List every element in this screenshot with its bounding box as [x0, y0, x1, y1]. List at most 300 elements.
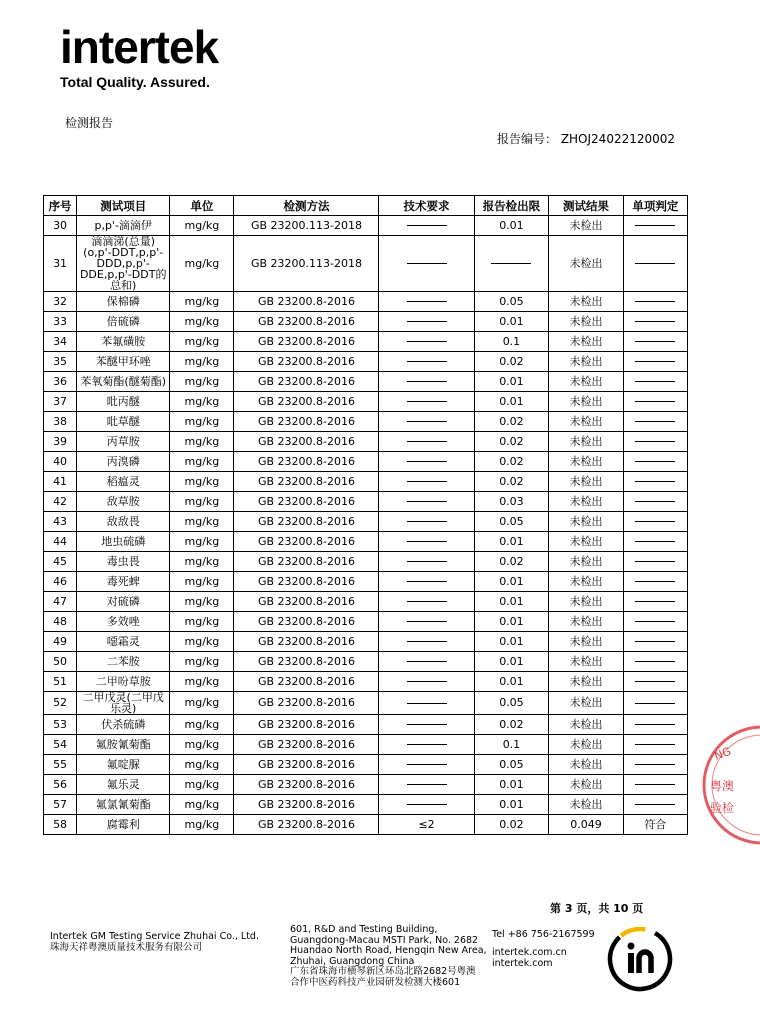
cell-requirement — [379, 492, 474, 512]
cell-judgement — [623, 412, 687, 432]
cell-result: 未检出 — [549, 795, 624, 815]
cell-unit: mg/kg — [170, 512, 234, 532]
cell-no: 41 — [44, 472, 77, 492]
dash-placeholder — [407, 703, 447, 704]
cell-no: 52 — [44, 692, 77, 715]
cell-method: GB 23200.8-2016 — [234, 312, 379, 332]
cell-no: 39 — [44, 432, 77, 452]
cell-requirement — [379, 392, 474, 412]
cell-detection-limit: 0.02 — [474, 412, 549, 432]
cell-no: 40 — [44, 452, 77, 472]
cell-judgement — [623, 492, 687, 512]
cell-method: GB 23200.8-2016 — [234, 672, 379, 692]
table-row — [44, 815, 688, 835]
cell-unit: mg/kg — [170, 755, 234, 775]
cell-detection-limit: 0.05 — [474, 512, 549, 532]
cell-method: GB 23200.8-2016 — [234, 372, 379, 392]
dash-placeholder — [635, 764, 675, 765]
cell-method: GB 23200.8-2016 — [234, 512, 379, 532]
cell-result: 未检出 — [549, 512, 624, 532]
header-requirement: 技术要求 — [379, 196, 474, 216]
cell-no: 31 — [44, 236, 77, 292]
header-item: 测试项目 — [77, 196, 170, 216]
cell-result: 未检出 — [549, 236, 624, 292]
cell-requirement — [379, 692, 474, 715]
cell-result: 未检出 — [549, 692, 624, 715]
cell-method: GB 23200.8-2016 — [234, 632, 379, 652]
cell-no: 38 — [44, 412, 77, 432]
cell-no: 49 — [44, 632, 77, 652]
cell-item: 保棉磷 — [77, 292, 170, 312]
cell-detection-limit — [474, 236, 549, 292]
cell-judgement — [623, 452, 687, 472]
cell-detection-limit: 0.1 — [474, 735, 549, 755]
cell-item: 氟乐灵 — [77, 775, 170, 795]
cell-judgement — [623, 432, 687, 452]
cell-judgement — [623, 216, 687, 236]
cell-no: 50 — [44, 652, 77, 672]
cell-item: 稻瘟灵 — [77, 472, 170, 492]
cell-detection-limit: 0.02 — [474, 452, 549, 472]
header-judgement: 单项判定 — [623, 196, 687, 216]
cell-requirement — [379, 795, 474, 815]
dash-placeholder — [407, 784, 447, 785]
dash-placeholder — [407, 581, 447, 582]
table-row — [44, 512, 688, 532]
table-row — [44, 735, 688, 755]
address-line: 601, R&D and Testing Building, — [290, 924, 438, 935]
cell-judgement — [623, 572, 687, 592]
cell-no: 42 — [44, 492, 77, 512]
table-row — [44, 452, 688, 472]
cell-no: 55 — [44, 755, 77, 775]
dash-placeholder — [407, 724, 447, 725]
cell-result: 未检出 — [549, 472, 624, 492]
cell-method: GB 23200.8-2016 — [234, 815, 379, 835]
table-row — [44, 632, 688, 652]
cell-judgement — [623, 392, 687, 412]
cell-result: 未检出 — [549, 216, 624, 236]
cell-detection-limit: 0.01 — [474, 592, 549, 612]
cell-unit: mg/kg — [170, 236, 234, 292]
page-number: 第 3 页，共 10 页 — [550, 902, 644, 915]
website-cn: intertek.com.cn — [492, 947, 567, 958]
dash-placeholder — [407, 521, 447, 522]
table-row — [44, 412, 688, 432]
cell-detection-limit: 0.01 — [474, 372, 549, 392]
cell-no: 51 — [44, 672, 77, 692]
dash-placeholder — [407, 601, 447, 602]
cell-result: 未检出 — [549, 612, 624, 632]
cell-judgement — [623, 552, 687, 572]
cell-result: 未检出 — [549, 775, 624, 795]
table-row — [44, 775, 688, 795]
cell-unit: mg/kg — [170, 552, 234, 572]
dash-placeholder — [635, 441, 675, 442]
cell-judgement — [623, 352, 687, 372]
dash-placeholder — [635, 501, 675, 502]
cell-detection-limit: 0.01 — [474, 795, 549, 815]
cell-judgement — [623, 472, 687, 492]
cell-requirement — [379, 352, 474, 372]
cell-detection-limit: 0.01 — [474, 392, 549, 412]
cell-method: GB 23200.8-2016 — [234, 692, 379, 715]
cell-result: 未检出 — [549, 715, 624, 735]
cell-result: 未检出 — [549, 452, 624, 472]
cell-item: 苯醚甲环唑 — [77, 352, 170, 372]
dash-placeholder — [407, 641, 447, 642]
cell-requirement — [379, 572, 474, 592]
dash-placeholder — [635, 581, 675, 582]
cell-detection-limit: 0.01 — [474, 216, 549, 236]
cell-result: 未检出 — [549, 312, 624, 332]
cell-method: GB 23200.8-2016 — [234, 775, 379, 795]
cell-unit: mg/kg — [170, 372, 234, 392]
cell-judgement — [623, 795, 687, 815]
cell-unit: mg/kg — [170, 692, 234, 715]
cell-detection-limit: 0.01 — [474, 532, 549, 552]
cell-unit: mg/kg — [170, 392, 234, 412]
dash-placeholder — [635, 784, 675, 785]
table-row — [44, 432, 688, 452]
header-detection-limit: 报告检出限 — [474, 196, 549, 216]
cell-requirement — [379, 216, 474, 236]
cell-item: 丙草胺 — [77, 432, 170, 452]
cell-no: 34 — [44, 332, 77, 352]
cell-no: 47 — [44, 592, 77, 612]
table-row — [44, 292, 688, 312]
cell-item: 二甲戊灵(二甲戊乐灵) — [77, 692, 170, 715]
results-table — [43, 195, 688, 835]
cell-unit: mg/kg — [170, 412, 234, 432]
header-no: 序号 — [44, 196, 77, 216]
cell-item: 毒虫畏 — [77, 552, 170, 572]
table-row — [44, 372, 688, 392]
header-result: 测试结果 — [549, 196, 624, 216]
dash-placeholder — [635, 361, 675, 362]
cell-item: 氟胺氰菊酯 — [77, 735, 170, 755]
cell-detection-limit: 0.05 — [474, 692, 549, 715]
cell-no: 35 — [44, 352, 77, 372]
dash-placeholder — [407, 441, 447, 442]
cell-unit: mg/kg — [170, 532, 234, 552]
cell-requirement — [379, 532, 474, 552]
logo-wordmark: intertek — [60, 21, 219, 73]
cell-no: 48 — [44, 612, 77, 632]
cell-item: 敌敌畏 — [77, 512, 170, 532]
cell-unit: mg/kg — [170, 715, 234, 735]
dash-placeholder — [407, 661, 447, 662]
intertek-badge-icon — [607, 926, 673, 996]
cell-no: 37 — [44, 392, 77, 412]
table-row — [44, 312, 688, 332]
cell-detection-limit: 0.02 — [474, 352, 549, 372]
cell-result: 未检出 — [549, 652, 624, 672]
cell-result: 未检出 — [549, 592, 624, 612]
cell-item: 氟氯氰菊酯 — [77, 795, 170, 815]
footer-company — [50, 931, 259, 953]
cell-item: 倍硫磷 — [77, 312, 170, 332]
dash-placeholder — [407, 421, 447, 422]
cell-result: 0.049 — [549, 815, 624, 835]
cell-result: 未检出 — [549, 432, 624, 452]
cell-item: 多效唑 — [77, 612, 170, 632]
cell-item: 吡丙醚 — [77, 392, 170, 412]
cell-item: 噁霜灵 — [77, 632, 170, 652]
document-title: 检测报告 — [65, 116, 114, 130]
cell-requirement — [379, 432, 474, 452]
cell-result: 未检出 — [549, 372, 624, 392]
dash-placeholder — [635, 301, 675, 302]
cell-requirement — [379, 672, 474, 692]
table-row — [44, 552, 688, 572]
cell-no: 45 — [44, 552, 77, 572]
cell-no: 58 — [44, 815, 77, 835]
cell-result: 未检出 — [549, 392, 624, 412]
cell-item: 腐霉利 — [77, 815, 170, 835]
cell-detection-limit: 0.01 — [474, 572, 549, 592]
table-row — [44, 795, 688, 815]
cell-detection-limit: 0.05 — [474, 755, 549, 775]
cell-unit: mg/kg — [170, 312, 234, 332]
logo-tagline: Total Quality. Assured. — [60, 74, 210, 90]
cell-method: GB 23200.8-2016 — [234, 352, 379, 372]
cell-unit: mg/kg — [170, 452, 234, 472]
table-row — [44, 492, 688, 512]
dash-placeholder — [407, 481, 447, 482]
footer-address — [290, 925, 487, 988]
cell-unit: mg/kg — [170, 632, 234, 652]
cell-judgement — [623, 672, 687, 692]
cell-method: GB 23200.8-2016 — [234, 292, 379, 312]
dash-placeholder — [635, 541, 675, 542]
table-row — [44, 572, 688, 592]
svg-text:验检: 验检 — [710, 801, 735, 815]
cell-unit: mg/kg — [170, 472, 234, 492]
cell-method: GB 23200.8-2016 — [234, 715, 379, 735]
header-method: 检测方法 — [234, 196, 379, 216]
cell-requirement: ≤2 — [379, 815, 474, 835]
dash-placeholder — [635, 621, 675, 622]
dash-placeholder — [635, 744, 675, 745]
dash-placeholder — [635, 481, 675, 482]
company-name-cn: 珠海天祥粤澳质量技术服务有限公司 — [50, 942, 203, 953]
address-line: 合作中医药科技产业园研发检测大楼601 — [290, 976, 461, 988]
cell-method: GB 23200.8-2016 — [234, 592, 379, 612]
cell-item: 丙溴磷 — [77, 452, 170, 472]
table-row — [44, 755, 688, 775]
cell-unit: mg/kg — [170, 572, 234, 592]
cell-item: 吡草醚 — [77, 412, 170, 432]
cell-judgement — [623, 236, 687, 292]
cell-no: 43 — [44, 512, 77, 532]
cell-no: 30 — [44, 216, 77, 236]
cell-judgement — [623, 735, 687, 755]
cell-judgement — [623, 532, 687, 552]
cell-unit: mg/kg — [170, 612, 234, 632]
table-body — [44, 216, 688, 835]
header-unit: 单位 — [170, 196, 234, 216]
cell-unit: mg/kg — [170, 592, 234, 612]
cell-result: 未检出 — [549, 532, 624, 552]
cell-method: GB 23200.8-2016 — [234, 755, 379, 775]
cell-detection-limit: 0.01 — [474, 612, 549, 632]
dash-placeholder — [635, 381, 675, 382]
cell-requirement — [379, 512, 474, 532]
dash-placeholder — [407, 681, 447, 682]
cell-item: 伏杀硫磷 — [77, 715, 170, 735]
cell-method: GB 23200.113-2018 — [234, 236, 379, 292]
cell-judgement — [623, 512, 687, 532]
cell-judgement — [623, 652, 687, 672]
dash-placeholder — [407, 381, 447, 382]
address-line: Zhuhai, Guangdong China — [290, 955, 415, 967]
dash-placeholder — [635, 263, 675, 264]
cell-unit: mg/kg — [170, 815, 234, 835]
dash-placeholder — [635, 461, 675, 462]
cell-item: p,p'-滴滴伊 — [77, 216, 170, 236]
table-row — [44, 715, 688, 735]
dash-placeholder — [407, 501, 447, 502]
dash-placeholder — [635, 521, 675, 522]
cell-item: 二甲吩草胺 — [77, 672, 170, 692]
cell-item: 敌草胺 — [77, 492, 170, 512]
cell-method: GB 23200.8-2016 — [234, 432, 379, 452]
table-row — [44, 236, 688, 292]
website: intertek.com — [492, 958, 553, 969]
dash-placeholder — [407, 621, 447, 622]
company-name-en: Intertek GM Testing Service Zhuhai Co., Ltd. — [50, 931, 259, 942]
cell-no: 57 — [44, 795, 77, 815]
cell-no: 46 — [44, 572, 77, 592]
cell-result: 未检出 — [549, 412, 624, 432]
address-line: Guangdong-Macau MSTI Park, No. 2682 — [290, 934, 479, 946]
dash-placeholder — [407, 461, 447, 462]
cell-judgement — [623, 775, 687, 795]
dash-placeholder — [635, 401, 675, 402]
cell-no: 53 — [44, 715, 77, 735]
cell-requirement — [379, 412, 474, 432]
dash-placeholder — [635, 804, 675, 805]
dash-placeholder — [635, 421, 675, 422]
cell-requirement — [379, 472, 474, 492]
cell-unit: mg/kg — [170, 216, 234, 236]
cell-detection-limit: 0.05 — [474, 292, 549, 312]
cell-requirement — [379, 292, 474, 312]
dash-placeholder — [407, 764, 447, 765]
cell-requirement — [379, 715, 474, 735]
cell-no: 44 — [44, 532, 77, 552]
cell-method: GB 23200.8-2016 — [234, 472, 379, 492]
cell-no: 36 — [44, 372, 77, 392]
cell-result: 未检出 — [549, 735, 624, 755]
cell-detection-limit: 0.01 — [474, 312, 549, 332]
cell-judgement — [623, 612, 687, 632]
cell-requirement — [379, 632, 474, 652]
table-row — [44, 612, 688, 632]
table-row — [44, 472, 688, 492]
cell-method: GB 23200.8-2016 — [234, 612, 379, 632]
dash-placeholder — [407, 321, 447, 322]
table-row — [44, 352, 688, 372]
table-row — [44, 216, 688, 236]
svg-text:粤澳: 粤澳 — [710, 779, 735, 793]
dash-placeholder — [635, 225, 675, 226]
address-line: 广东省珠海市横琴新区环岛北路2682号粤澳 — [290, 966, 476, 977]
cell-result: 未检出 — [549, 332, 624, 352]
dash-placeholder — [407, 341, 447, 342]
cell-item: 滴滴涕(总量)(o,p'-DDT,p,p'-DDD,p,p'-DDE,p,p'-DDT的总和) — [77, 236, 170, 292]
official-seal-stamp — [700, 720, 760, 850]
cell-method: GB 23200.8-2016 — [234, 572, 379, 592]
cell-item: 二苯胺 — [77, 652, 170, 672]
cell-method: GB 23200.8-2016 — [234, 652, 379, 672]
cell-method: GB 23200.8-2016 — [234, 795, 379, 815]
table-row — [44, 392, 688, 412]
cell-method: GB 23200.113-2018 — [234, 216, 379, 236]
dash-placeholder — [635, 661, 675, 662]
dash-placeholder — [407, 361, 447, 362]
dash-placeholder — [635, 341, 675, 342]
cell-judgement — [623, 692, 687, 715]
table-row — [44, 332, 688, 352]
cell-requirement — [379, 775, 474, 795]
cell-result: 未检出 — [549, 755, 624, 775]
cell-unit: mg/kg — [170, 292, 234, 312]
dash-placeholder — [635, 561, 675, 562]
cell-detection-limit: 0.02 — [474, 815, 549, 835]
cell-method: GB 23200.8-2016 — [234, 552, 379, 572]
cell-judgement — [623, 332, 687, 352]
cell-detection-limit: 0.1 — [474, 332, 549, 352]
dash-placeholder — [407, 301, 447, 302]
dash-placeholder — [635, 641, 675, 642]
table-row — [44, 652, 688, 672]
cell-detection-limit: 0.01 — [474, 632, 549, 652]
cell-result: 未检出 — [549, 552, 624, 572]
phone-number: Tel +86 756-2167599 — [492, 929, 595, 940]
cell-detection-limit: 0.01 — [474, 652, 549, 672]
cell-requirement — [379, 332, 474, 352]
cell-result: 未检出 — [549, 352, 624, 372]
dash-placeholder — [407, 401, 447, 402]
cell-unit: mg/kg — [170, 735, 234, 755]
cell-method: GB 23200.8-2016 — [234, 412, 379, 432]
cell-method: GB 23200.8-2016 — [234, 332, 379, 352]
cell-item: 对硫磷 — [77, 592, 170, 612]
cell-unit: mg/kg — [170, 652, 234, 672]
cell-unit: mg/kg — [170, 332, 234, 352]
report-number: 报告编号： ZHOJ24022120002 — [497, 132, 676, 146]
cell-no: 54 — [44, 735, 77, 755]
cell-requirement — [379, 552, 474, 572]
cell-requirement — [379, 372, 474, 392]
cell-method: GB 23200.8-2016 — [234, 492, 379, 512]
address-line: Huandao North Road, Hengqin New Area, — [290, 945, 487, 956]
cell-judgement — [623, 592, 687, 612]
cell-item: 毒死蜱 — [77, 572, 170, 592]
cell-requirement — [379, 612, 474, 632]
cell-judgement — [623, 632, 687, 652]
cell-judgement: 符合 — [623, 815, 687, 835]
dash-placeholder — [635, 601, 675, 602]
cell-unit: mg/kg — [170, 352, 234, 372]
cell-requirement — [379, 592, 474, 612]
cell-method: GB 23200.8-2016 — [234, 452, 379, 472]
dash-placeholder — [407, 225, 447, 226]
cell-item: 苯氧菊酯(醚菊酯) — [77, 372, 170, 392]
dash-placeholder — [407, 561, 447, 562]
